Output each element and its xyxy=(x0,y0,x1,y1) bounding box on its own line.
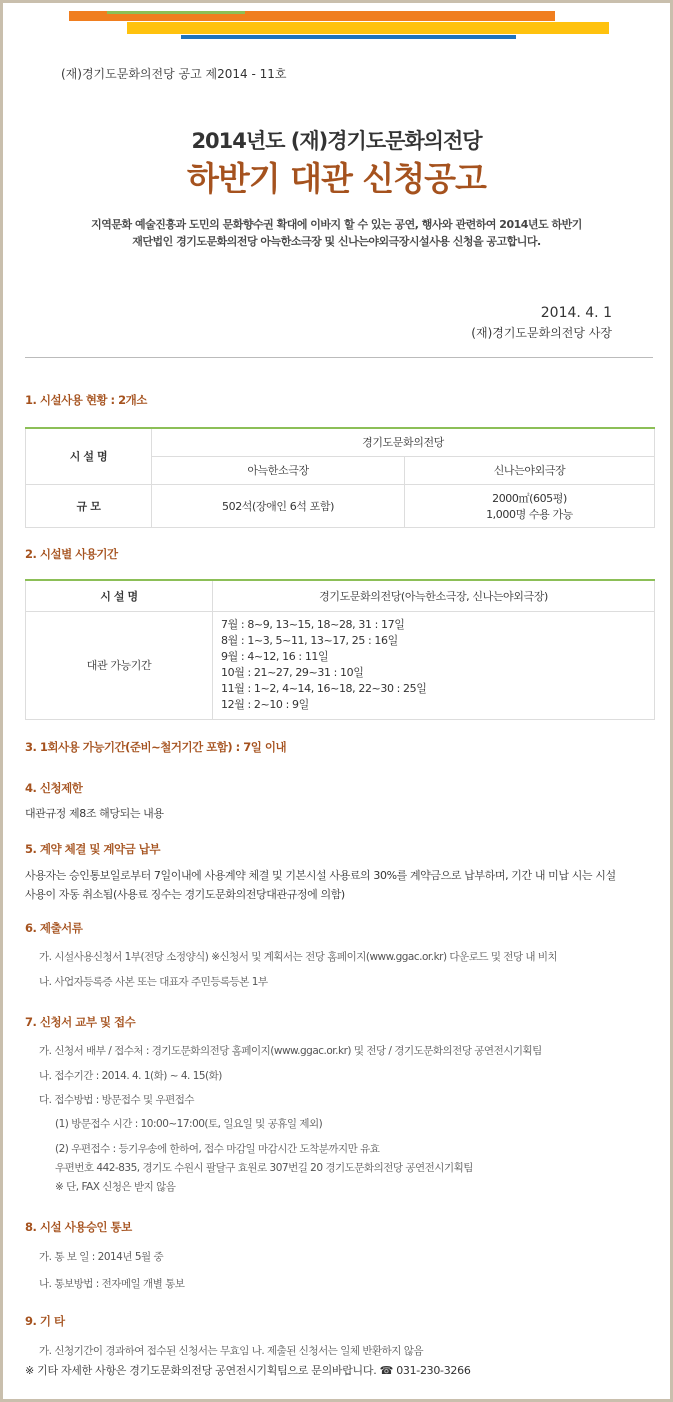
period-item: 8월 : 1~3, 5~11, 13~17, 25 : 16일 xyxy=(221,634,398,647)
section-5-text xyxy=(25,866,655,904)
title-line1: 2014년도 (재)경기도문화의전당 xyxy=(191,129,482,153)
section-5-heading: 5. 계약 체결 및 계약금 납부 xyxy=(25,842,160,856)
section-8-item-a: 가. 통 보 일 : 2014년 5월 중 xyxy=(39,1251,164,1263)
title-line2: 하반기 대관 신청공고 xyxy=(187,159,486,198)
facility-status-table xyxy=(25,427,655,528)
table1-a-value: 502석(장애인 6석 포함) xyxy=(152,484,405,527)
section-1-heading: 1. 시설사용 현황 : 2개소 xyxy=(25,393,147,407)
intro-line1: 지역문화 예술진흥과 도민의 문화향수권 확대에 이바지 할 수 있는 공연, 행사와 관련하여 2014년도 하반기 xyxy=(91,218,582,231)
section-6-item-a: 가. 시설사용신청서 1부(전당 소정양식) ※신청서 및 계획서는 전당 홈페이지(www.ggac.or.kr) 다운로드 및 전당 내 비치 xyxy=(39,951,558,963)
table2-header-name: 시 설 명 xyxy=(26,580,213,611)
section-7-heading: 7. 신청서 교부 및 접수 xyxy=(25,1015,136,1029)
period-item: 11월 : 1~2, 4~14, 16~18, 22~30 : 25일 xyxy=(221,682,427,695)
section-5-text-line2: 사용이 자동 취소됨(사용료 징수는 경기도문화의전당대관규정에 의함) xyxy=(25,888,345,901)
section-6-heading: 6. 제출서류 xyxy=(25,921,83,935)
section-7-item-c3: 우편번호 442-835, 경기도 수원시 팔달구 효원로 307번길 20 경기도문화의전당 공연전시기획팀 xyxy=(55,1162,473,1174)
section-7-item-a: 가. 신청서 배부 / 접수처 : 경기도문화의전당 홈페이지(www.ggac.or.kr) 및 전당 / 경기도문화의전당 공연전시기획팀 xyxy=(39,1045,542,1057)
signer: (재)경기도문화의전당 사장 xyxy=(471,326,612,340)
section-6-item-b: 나. 사업자등록증 사본 또는 대표자 주민등록등본 1부 xyxy=(39,976,268,988)
section-7-item-b: 나. 접수기간 : 2014. 4. 1(화) ~ 4. 15(화) xyxy=(39,1070,222,1082)
notice-date: 2014. 4. 1 xyxy=(540,305,612,321)
table2-periods xyxy=(213,611,655,719)
period-item: 7월 : 8~9, 13~15, 18~28, 31 : 17일 xyxy=(221,618,405,631)
period-item: 12월 : 2~10 : 9일 xyxy=(221,698,309,711)
green-bar xyxy=(107,11,245,14)
section-2-heading: 2. 시설별 사용기간 xyxy=(25,547,118,561)
section-7-item-c2: (2) 우편접수 : 등기우송에 한하여, 접수 마감일 마감시간 도착분까지만 유효 xyxy=(55,1143,380,1155)
period-item: 10월 : 21~27, 29~31 : 10일 xyxy=(221,666,364,679)
table1-col-a: 아늑한소극장 xyxy=(152,456,405,484)
section-7-item-c1: (1) 방문접수 시간 : 10:00~17:00(토, 일요일 및 공휴일 제외) xyxy=(55,1118,323,1130)
section-5-text-line1: 사용자는 승인통보일로부터 7일이내에 사용계약 체결 및 기본시설 사용료의 30%를 계약금으로 납부하며, 기간 내 미납 시는 시설 xyxy=(25,869,616,882)
table1-b-value2: 1,000명 수용 가능 xyxy=(486,507,573,521)
yellow-bar xyxy=(127,22,609,34)
table2-row-label: 대관 가능기간 xyxy=(26,611,213,719)
period-item: 9월 : 4~12, 16 : 11일 xyxy=(221,650,329,663)
decorative-color-bars xyxy=(3,3,670,43)
table1-header-name: 시 설 명 xyxy=(26,428,152,484)
section-8-heading: 8. 시설 사용승인 통보 xyxy=(25,1220,132,1234)
section-9-item-a: 가. 신청기간이 경과하여 접수된 신청서는 무효임 나. 제출된 신청서는 일체 반환하지 않음 xyxy=(39,1345,424,1357)
divider xyxy=(25,357,653,358)
notice-number: (재)경기도문화의전당 공고 제2014 - 11호 xyxy=(61,67,287,81)
section-4-text: 대관규정 제8조 해당되는 내용 xyxy=(25,807,164,820)
section-9-heading: 9. 기 타 xyxy=(25,1314,65,1328)
section-3-heading: 3. 1회사용 가능기간(준비~철거기간 포함) : 7일 이내 xyxy=(25,740,287,754)
intro-line2: 재단법인 경기도문화의전당 아늑한소극장 및 신나는야외극장시설사용 신청을 공고합니다. xyxy=(132,235,541,248)
intro-text xyxy=(3,216,670,250)
table1-header-center: 경기도문화의전당 xyxy=(152,428,655,456)
section-4-heading: 4. 신청제한 xyxy=(25,781,83,795)
table1-b-value1: 2000㎡(605평) xyxy=(492,491,567,505)
table1-row-label: 규 모 xyxy=(26,484,152,527)
table1-b-value xyxy=(405,484,655,527)
blue-bar xyxy=(181,35,516,39)
section-8-item-b: 나. 통보방법 : 전자메일 개별 통보 xyxy=(39,1278,185,1290)
section-7-item-c4: ※ 단, FAX 신청은 받지 않음 xyxy=(55,1181,176,1193)
table1-col-b: 신나는야외극장 xyxy=(405,456,655,484)
section-7-item-c: 다. 접수방법 : 방문접수 및 우편접수 xyxy=(39,1094,195,1106)
usage-period-table xyxy=(25,579,655,720)
table2-header-value: 경기도문화의전당(아늑한소극장, 신나는야외극장) xyxy=(213,580,655,611)
footer-contact: ※ 기타 자세한 사항은 경기도문화의전당 공연전시기획팀으로 문의바랍니다. ☎ 031-230-3266 xyxy=(25,1364,471,1377)
